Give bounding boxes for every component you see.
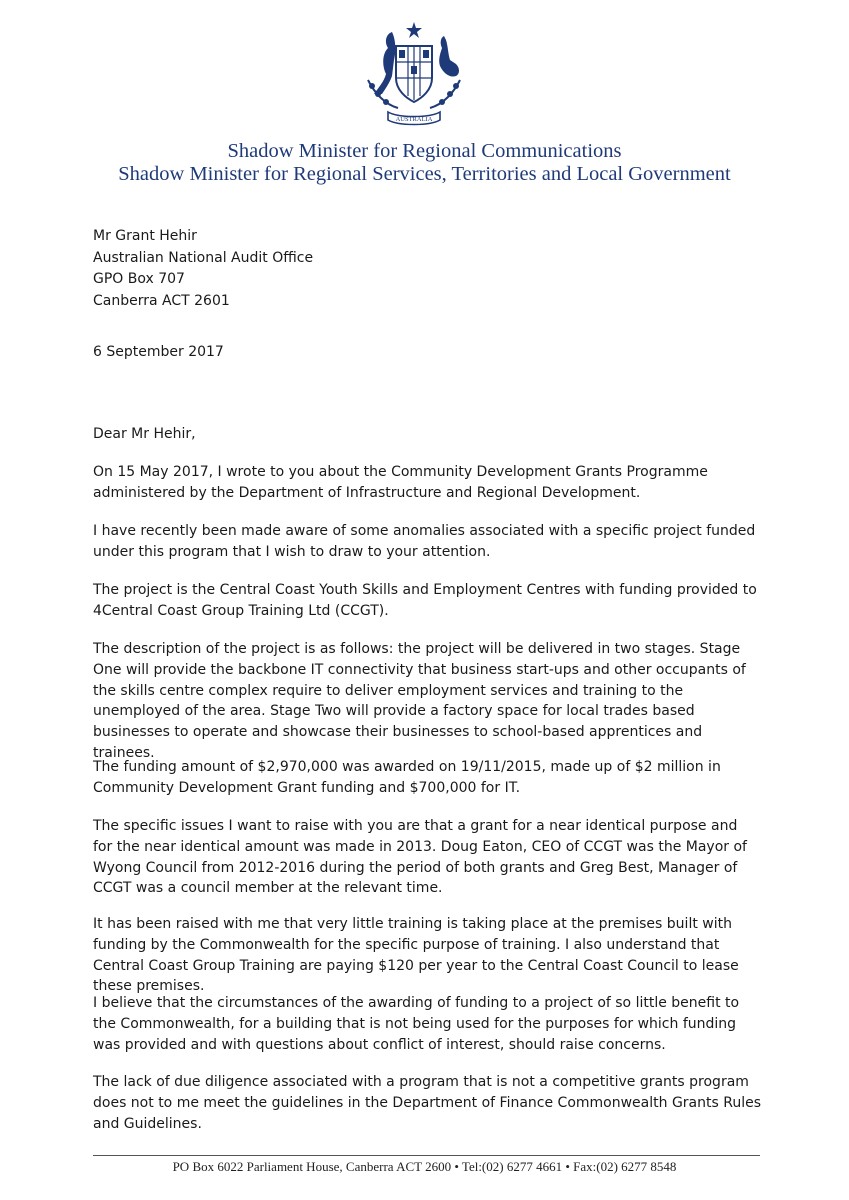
footer-divider	[93, 1155, 760, 1156]
letter-date: 6 September 2017	[93, 344, 224, 360]
body-paragraph: On 15 May 2017, I wrote to you about the Community Development Grants Programme administered by the Department of Infrastructure and Regional Development.	[93, 464, 708, 501]
recipient-city: Canberra ACT 2601	[93, 292, 230, 309]
body-paragraph: The funding amount of $2,970,000 was awarded on 19/11/2015, made up of $2 million in Community Development Grant funding and $700,000 for IT.	[93, 759, 721, 796]
body-paragraph: The project is the Central Coast Youth Skills and Employment Centres with funding provided to 4Central Coast Group Training Ltd (CCGT).	[93, 582, 757, 619]
body-paragraph: I believe that the circumstances of the awarding of funding to a project of so little benefit to the Commonwealth, for a building that is not being used for the purposes for which funding was provided and with questions about conflict of interest, should raise concerns.	[93, 995, 740, 1053]
australian-coat-of-arms-icon	[348, 20, 480, 132]
crest-scroll-text: AUSTRALIA	[395, 116, 433, 123]
salutation: Dear Mr Hehir,	[93, 426, 196, 442]
body-paragraph: The description of the project is as follows: the project will be delivered in two stages. Stage One will provide the backbone IT connectivity that business start-ups and other occupants of the skills centre complex require to deliver employment services and training to the unemployed of the area. Stage Two will provide a factory space for local trades based businesses to operate and showcase their businesses to school-based apprentices and trainees.	[93, 641, 746, 761]
letterhead-title-1: Shadow Minister for Regional Communications	[227, 140, 622, 162]
recipient-organisation: Australian National Audit Office	[93, 249, 314, 266]
recipient-name: Mr Grant Hehir	[93, 228, 197, 244]
footer-contact: PO Box 6022 Parliament House, Canberra ACT 2600 • Tel:(02) 6277 4661 • Fax:(02) 6277 8548	[172, 1159, 677, 1174]
body-paragraph: I have recently been made aware of some anomalies associated with a specific project funded under this program that I wish to draw to your attention.	[93, 523, 756, 560]
recipient-address	[93, 226, 313, 312]
letterhead-title-2: Shadow Minister for Regional Services, Territories and Local Government	[118, 163, 731, 185]
body-paragraph: It has been raised with me that very little training is taking place at the premises built with funding by the Commonwealth for the specific purpose of training. I also understand that Central Coast Group Training are paying $120 per year to the Central Coast Council to lease these premises.	[93, 916, 739, 995]
body-paragraph: The specific issues I want to raise with you are that a grant for a near identical purpose and for the near identical amount was made in 2013. Doug Eaton, CEO of CCGT was the Mayor of Wyong Council from 2012-2016 during the period of both grants and Greg Best, Manager of CCGT was a council member at the relevant time.	[93, 818, 747, 897]
recipient-po-box: GPO Box 707	[93, 271, 185, 287]
body-paragraph: The lack of due diligence associated with a program that is not a competitive grants program does not to me meet the guidelines in the Department of Finance Commonwealth Grants Rules and Guidelines.	[93, 1074, 762, 1132]
